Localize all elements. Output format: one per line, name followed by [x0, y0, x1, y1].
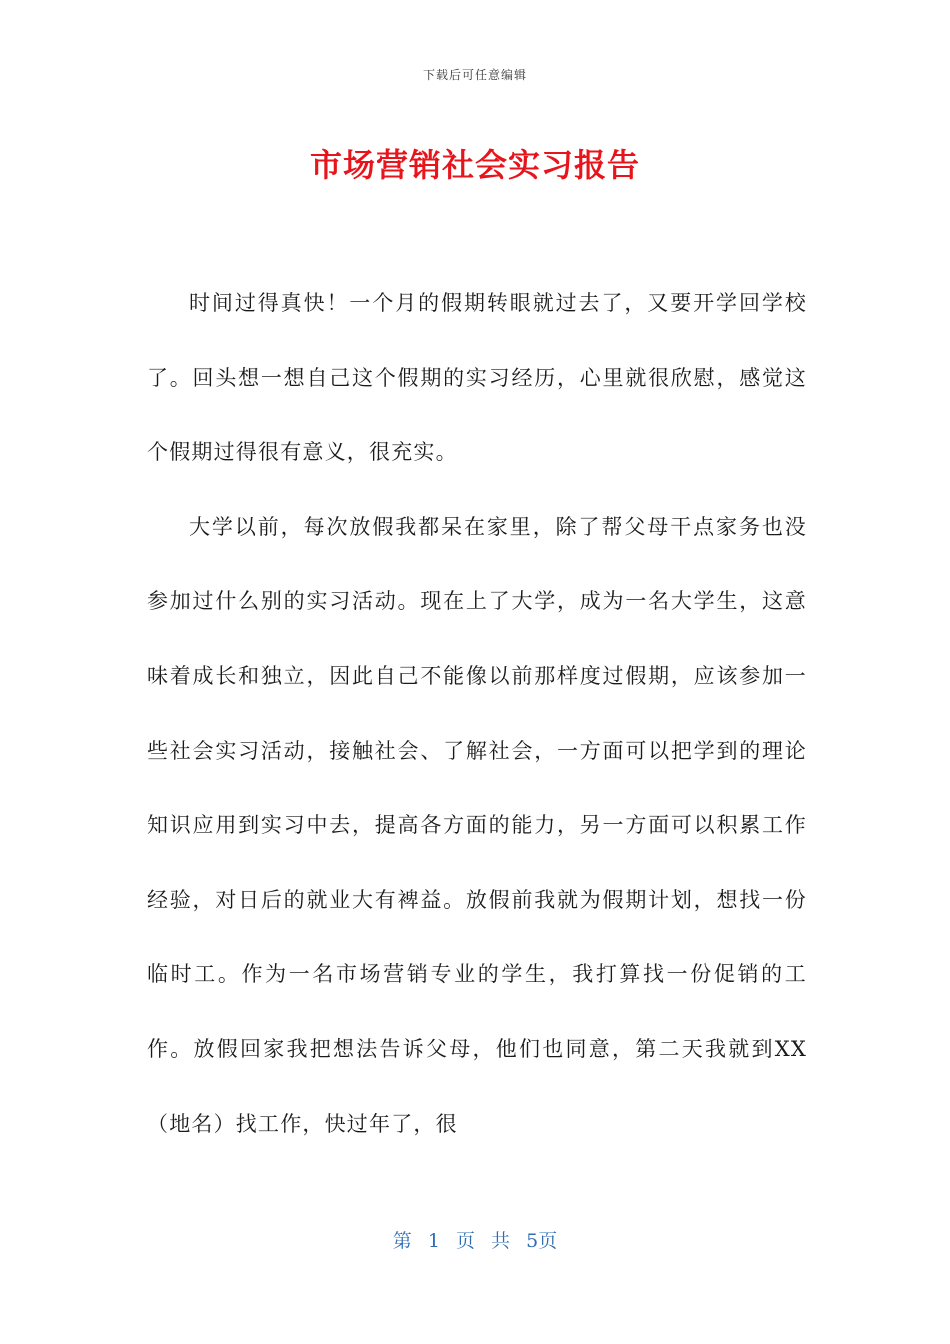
- footer-total-label: 共: [491, 1230, 511, 1252]
- paragraph: 大学以前，每次放假我都呆在家里，除了帮父母干点家务也没参加过什么别的实习活动。现在上了大学，成为一名大学生，这意味着成长和独立，因此自己不能像以前那样度过假期，应该参加一些社会实习活动，接触社会、了解社会，一方面可以把学到的理论知识应用到实习中去，提高各方面的能力，另一方面可以积累工作经验，对日后的就业大有裨益。放假前我就为假期计划，想找一份临时工。作为一名市场营销专业的学生，我打算找一份促销的工作。放假回家我把想法告诉父母，他们也同意，第二天我就到XX（地名）找工作，快过年了，很: [147, 514, 807, 1136]
- document-body: [147, 266, 807, 1161]
- paragraph: 时间过得真快！一个月的假期转眼就过去了，又要开学回学校了。回头想一想自己这个假期的实习经历，心里就很欣慰，感觉这个假期过得很有意义，很充实。: [147, 291, 807, 465]
- footer-page-unit: 页: [455, 1230, 475, 1252]
- footer-current-page: 1: [427, 1230, 440, 1252]
- page-footer: [0, 1226, 950, 1253]
- footer-page-label: 第: [392, 1230, 412, 1252]
- footer-total-pages: 5页: [526, 1230, 558, 1252]
- header-note: 下载后可任意编辑: [422, 68, 527, 82]
- document-title: 市场营销社会实习报告: [309, 146, 640, 184]
